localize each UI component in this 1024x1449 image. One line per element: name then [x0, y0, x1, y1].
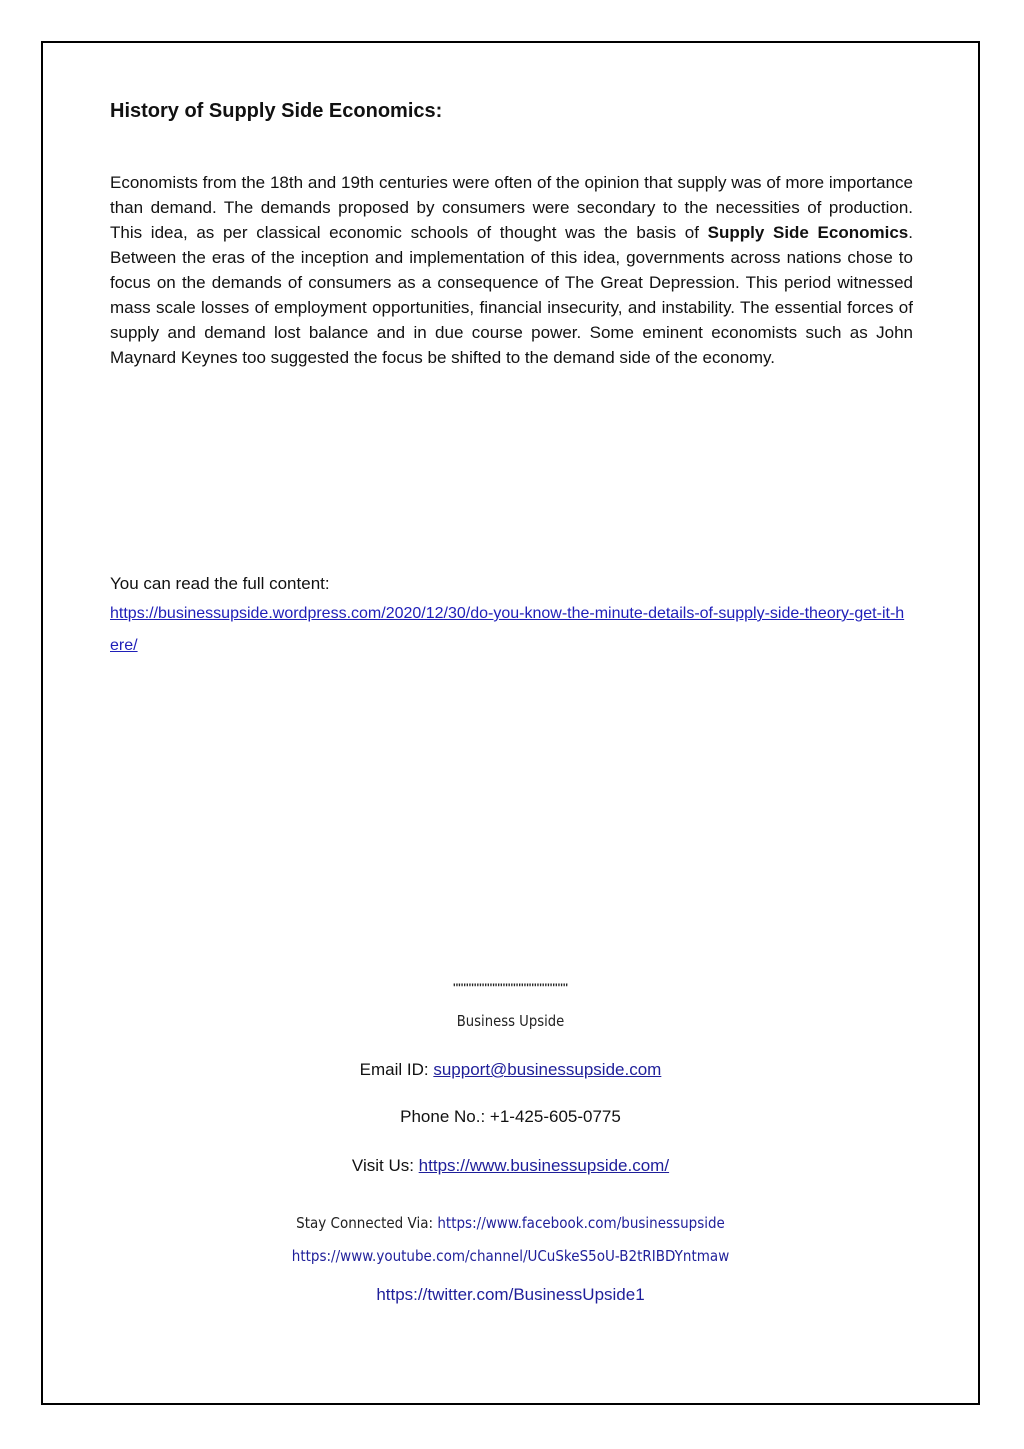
email-label: Email ID:	[359, 1060, 434, 1079]
footer-email-row	[41, 1060, 980, 1080]
paragraph-text-end: . Between the eras of the inception and implementation of this idea, governments across nations chose to focus on the demands of consumers as a consequence of The Great Depression. This period witnessed mass scale losses of employment opportunities, financial insecurity, and instability. The essential forces of supply and demand lost balance and in due course power. Some eminent economists such as John Maynard Keynes too suggested the focus be shifted to the demand side of the economy.	[110, 223, 913, 367]
email-link[interactable]: support@businessupside.com	[433, 1060, 662, 1079]
footer-youtube-row	[88, 1247, 933, 1265]
footer-social-row	[88, 1214, 933, 1232]
visit-label: Visit Us:	[351, 1156, 419, 1175]
website-link[interactable]: https://www.businessupside.com/	[418, 1156, 670, 1175]
paragraph-text-start: Economists from the 18th and 19th centuries were often of the opinion that supply was of more importance than demand. The demands proposed by consumers were secondary to the necessities of production. This idea, as per classical economic schools of thought was the basis of	[110, 173, 913, 242]
footer-dots-divider: ''''''''''''''''''''''''''''''''''''''''''''	[452, 982, 569, 994]
paragraph-bold-term: Supply Side Economics	[707, 223, 909, 242]
phone-label: Phone No.:	[400, 1107, 490, 1126]
phone-value: +1-425-605-0775	[489, 1107, 621, 1126]
section-heading: History of Supply Side Economics:	[110, 100, 443, 122]
read-more-link[interactable]: https://businessupside.wordpress.com/2020/12/30/do-you-know-the-minute-details-of-supply-side-theory-get-it-here/	[110, 605, 905, 654]
footer-phone-row	[41, 1107, 980, 1127]
read-more-label: You can read the full content:	[110, 574, 330, 593]
footer-brand: Business Upside	[456, 1012, 565, 1030]
youtube-link[interactable]: https://www.youtube.com/channel/UCuSkeS5oU-B2tRIBDYntmaw	[291, 1247, 730, 1265]
article-paragraph	[110, 170, 913, 370]
stay-connected-label: Stay Connected Via:	[296, 1214, 438, 1232]
read-more-block	[110, 571, 913, 662]
facebook-link[interactable]: https://www.facebook.com/businessupside	[437, 1214, 725, 1232]
footer-visit-row	[41, 1156, 980, 1176]
twitter-link[interactable]: https://twitter.com/BusinessUpside1	[376, 1285, 645, 1304]
footer-twitter-row	[41, 1285, 980, 1305]
